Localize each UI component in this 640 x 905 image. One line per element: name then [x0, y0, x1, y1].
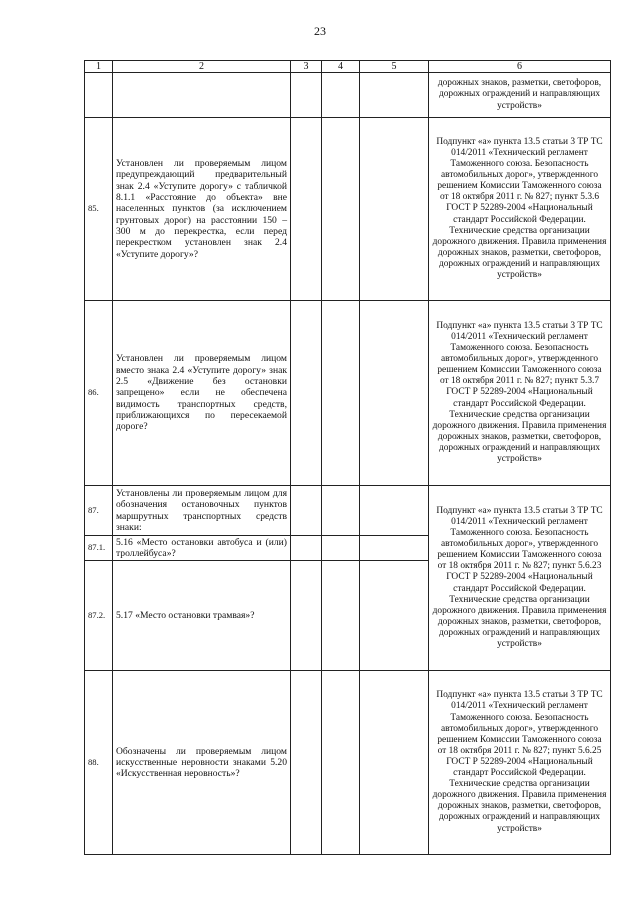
blank-cell	[360, 671, 429, 855]
blank-cell	[322, 118, 360, 301]
table-row-87	[85, 486, 611, 536]
table-row-88	[85, 671, 611, 855]
blank-cell	[360, 486, 429, 536]
header-col-3: 3	[291, 61, 322, 73]
table-row-85	[85, 118, 611, 301]
row-number-cell: 85.	[85, 118, 113, 301]
blank-cell	[291, 73, 322, 118]
header-col-1: 1	[85, 61, 113, 73]
blank-cell	[360, 301, 429, 486]
blank-cell	[291, 561, 322, 671]
reference-cell: дорожных знаков, разметки, светофоров, дорожных ограждений и направляющих устройств»	[429, 73, 611, 118]
blank-cell	[291, 301, 322, 486]
question-cell: Установлен ли проверяемым лицом предупреждающий предварительный знак 2.4 «Уступите дорогу» с табличкой 8.1.1 «Расстояние до объекта» вне населенных пунктов (за исключением грунтовых дорог) на расстоянии 150 – 300 м до перекрестка, если перед перекрестком установлен знак 2.4 «Уступите дорогу»?	[113, 118, 291, 301]
header-col-4: 4	[322, 61, 360, 73]
blank-cell	[322, 73, 360, 118]
row-number-cell: 87.2.	[85, 561, 113, 671]
blank-cell	[291, 486, 322, 536]
blank-cell	[322, 486, 360, 536]
blank-cell	[360, 73, 429, 118]
question-cell: Обозначены ли проверяемым лицом искусственные неровности знаками 5.20 «Искусственная неровность»?	[113, 671, 291, 855]
blank-cell	[322, 301, 360, 486]
question-cell	[113, 73, 291, 118]
header-col-5: 5	[360, 61, 429, 73]
reference-cell: Подпункт «а» пункта 13.5 статьи 3 ТР ТС 014/2011 «Технический регламент Таможенного союза. Безопасность автомобильных дорог», утвержденного решением Комиссии Таможенного союза от 18 октября 2011 г. № 827; пункт 5.6.23 ГОСТ Р 52289-2004 «Национальный стандарт Российской Федерации. Технические средства организации дорожного движения. Правила применения дорожных знаков, разметки, светофоров, дорожных ограждений и направляющих устройств»	[429, 486, 611, 671]
reference-cell: Подпункт «а» пункта 13.5 статьи 3 ТР ТС 014/2011 «Технический регламент Таможенного союза. Безопасность автомобильных дорог», утвержденного решением Комиссии Таможенного союза от 18 октября 2011 г. № 827; пункт 5.3.6 ГОСТ Р 52289-2004 «Национальный стандарт Российской Федерации. Технические средства организации дорожного движения. Правила применения дорожных знаков, разметки, светофоров, дорожных ограждений и направляющих устройств»	[429, 118, 611, 301]
blank-cell	[322, 671, 360, 855]
blank-cell	[291, 118, 322, 301]
reference-cell: Подпункт «а» пункта 13.5 статьи 3 ТР ТС 014/2011 «Технический регламент Таможенного союза. Безопасность автомобильных дорог», утвержденного решением Комиссии Таможенного союза от 18 октября 2011 г. № 827; пункт 5.6.25 ГОСТ Р 52289-2004 «Национальный стандарт Российской Федерации. Технические средства организации дорожного движения. Правила применения дорожных знаков, разметки, светофоров, дорожных ограждений и направляющих устройств»	[429, 671, 611, 855]
reference-cell: Подпункт «а» пункта 13.5 статьи 3 ТР ТС 014/2011 «Технический регламент Таможенного союза. Безопасность автомобильных дорог», утвержденного решением Комиссии Таможенного союза от 18 октября 2011 г. № 827; пункт 5.3.7 ГОСТ Р 52289-2004 «Национальный стандарт Российской Федерации. Технические средства организации дорожного движения. Правила применения дорожных знаков, разметки, светофоров, дорожных ограждений и направляющих устройств»	[429, 301, 611, 486]
question-cell: 5.16 «Место остановки автобуса и (или) троллейбуса»?	[113, 536, 291, 561]
table-row-continuation	[85, 73, 611, 118]
blank-cell	[360, 536, 429, 561]
question-cell: Установлены ли проверяемым лицом для обозначения остановочных пунктов маршрутных транспортных средств знаки:	[113, 486, 291, 536]
blank-cell	[322, 561, 360, 671]
row-number-cell	[85, 73, 113, 118]
table-row-86	[85, 301, 611, 486]
blank-cell	[360, 561, 429, 671]
header-col-2: 2	[113, 61, 291, 73]
question-cell: Установлен ли проверяемым лицом вместо знака 2.4 «Уступите дорогу» знак 2.5 «Движение без остановки запрещено» если не обеспечена видимость транспортных средств, приближающихся по пересекаемой дороге?	[113, 301, 291, 486]
blank-cell	[322, 536, 360, 561]
header-col-6: 6	[429, 61, 611, 73]
row-number-cell: 87.1.	[85, 536, 113, 561]
page-number: 23	[314, 24, 326, 38]
blank-cell	[291, 671, 322, 855]
row-number-cell: 87.	[85, 486, 113, 536]
row-number-cell: 88.	[85, 671, 113, 855]
header-row	[85, 61, 611, 73]
row-number-cell: 86.	[85, 301, 113, 486]
blank-cell	[360, 118, 429, 301]
question-cell: 5.17 «Место остановки трамвая»?	[113, 561, 291, 671]
checklist-table	[84, 60, 611, 855]
blank-cell	[291, 536, 322, 561]
